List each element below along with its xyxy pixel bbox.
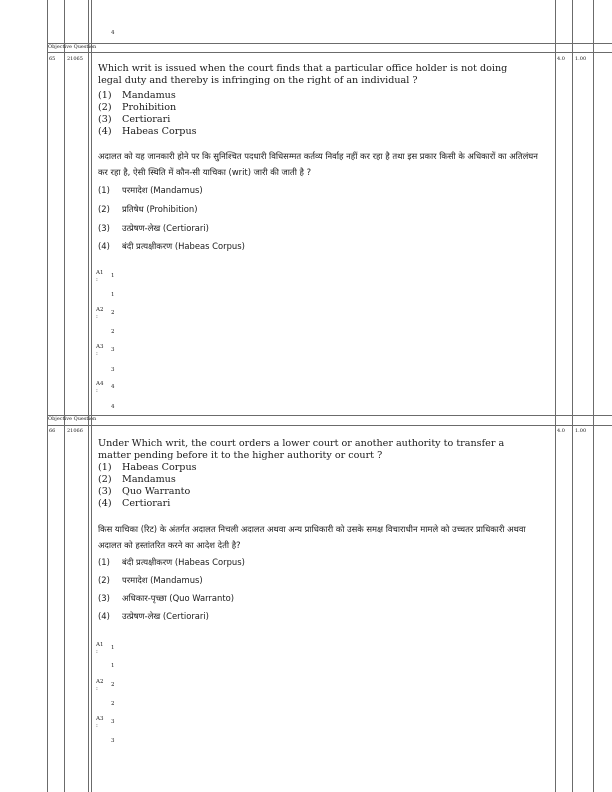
option-hi: (1) परमादेश (Mandamus): [98, 185, 203, 195]
row-divider: [47, 52, 612, 53]
answer-label: A1: [96, 270, 104, 276]
question-text-en: Which writ is issued when the court finds that a particular office holder is not doing legal duty and thereby is infringing on the right of an individual ?: [98, 63, 508, 86]
answer-value: 2: [111, 310, 115, 316]
option-en: (4) Habeas Corpus: [98, 126, 197, 137]
answer-value-repeat: 3: [111, 738, 115, 744]
question-marks: 4.0: [557, 56, 565, 62]
answer-colon: :: [96, 686, 98, 692]
answer-label: A1: [96, 642, 104, 648]
grid-line: [593, 0, 594, 792]
negative-marks: 1.00: [575, 56, 587, 62]
grid-line: [572, 0, 573, 792]
question-number: 66: [49, 428, 56, 434]
grid-line: [64, 0, 65, 792]
question-id: 21066: [67, 428, 83, 434]
section-label: Objective Question: [48, 416, 97, 422]
grid-line: [555, 0, 556, 792]
answer-value: 2: [111, 682, 115, 688]
answer-colon: :: [96, 388, 98, 394]
question-number: 65: [49, 56, 56, 62]
grid-line: [47, 0, 48, 792]
answer-value-repeat: 2: [111, 329, 115, 335]
option-hi: (4) उत्प्रेषण-लेख (Certiorari): [98, 611, 209, 621]
question-text-hi: अदालत को यह जानकारी होने पर कि सुनिश्चित पदधारी विधिसम्मत कर्तव्य निर्वाह नहीं कर रहा है तथा इस प्रकार किसी के अधिकारों का अतिलंघन कर रहा है, ऐसी स्थिति में कौन-सी याचिका (writ) जारी की जाती है ?: [98, 151, 538, 177]
answer-value: 1: [111, 273, 115, 279]
option-en: (3) Certiorari: [98, 114, 171, 125]
option-en: (3) Quo Warranto: [98, 486, 191, 497]
answer-value: 3: [111, 347, 115, 353]
answer-colon: :: [96, 649, 98, 655]
answer-label: A3: [96, 344, 104, 350]
row-divider: [47, 415, 612, 416]
answer-value-repeat: 1: [111, 663, 115, 669]
grid-line: [91, 0, 92, 792]
grid-line: [88, 0, 89, 792]
option-hi: (2) प्रतिषेध (Prohibition): [98, 204, 198, 214]
answer-value-repeat: 1: [111, 292, 115, 298]
answer-colon: :: [96, 723, 98, 729]
answer-value-repeat: 4: [111, 404, 115, 410]
answer-label: A2: [96, 679, 104, 685]
row-divider: [47, 43, 612, 44]
option-en: (2) Mandamus: [98, 474, 176, 485]
answer-value: 4: [111, 384, 115, 390]
answer-label: A2: [96, 307, 104, 313]
option-hi: (1) बंदी प्रत्यक्षीकरण (Habeas Corpus): [98, 557, 245, 567]
answer-label: A3: [96, 716, 104, 722]
option-hi: (3) उत्प्रेषण-लेख (Certiorari): [98, 223, 209, 233]
option-hi: (3) अधिकार-पृच्छा (Quo Warranto): [98, 593, 234, 603]
question-text-en: Under Which writ, the court orders a lower court or another authority to transfer a matter pending before it to the higher authority or court ?: [98, 438, 505, 461]
answer-colon: :: [96, 277, 98, 283]
option-en: (1) Mandamus: [98, 90, 176, 101]
option-hi: (2) परमादेश (Mandamus): [98, 575, 203, 585]
negative-marks: 1.00: [575, 428, 587, 434]
question-text-hi: किस याचिका (रिट) के अंतर्गत अदालत निचली अदालत अथवा अन्य प्राधिकारी को उसके समक्ष विचाराधीन मामले को उच्चतर प्राधिकारी अथवा अदालत को हस्तांतरित करने का आदेश देती है?: [98, 524, 526, 550]
section-label: Objective Question: [48, 44, 97, 50]
option-en: (1) Habeas Corpus: [98, 462, 197, 473]
answer-value-repeat: 3: [111, 367, 115, 373]
answer-value: 1: [111, 645, 115, 651]
option-en: (4) Certiorari: [98, 498, 171, 509]
answer-value: 4: [111, 30, 115, 36]
question-marks: 4.0: [557, 428, 565, 434]
answer-colon: :: [96, 314, 98, 320]
answer-value: 3: [111, 719, 115, 725]
answer-colon: :: [96, 351, 98, 357]
question-id: 21065: [67, 56, 83, 62]
row-divider: [47, 425, 612, 426]
option-en: (2) Prohibition: [98, 102, 177, 113]
answer-label: A4: [96, 381, 104, 387]
answer-value-repeat: 2: [111, 701, 115, 707]
option-hi: (4) बंदी प्रत्यक्षीकरण (Habeas Corpus): [98, 241, 245, 251]
